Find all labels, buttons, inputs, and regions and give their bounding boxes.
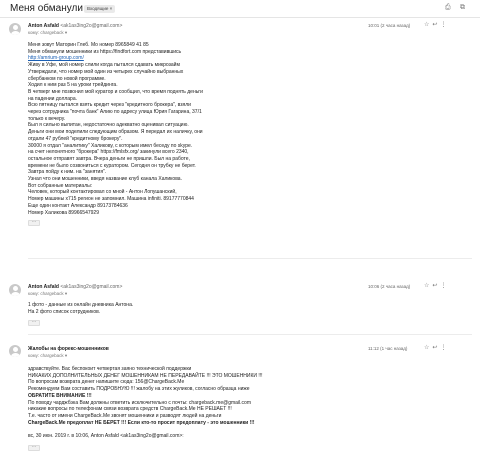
body-line: Был я сильно выпитан, недостаточно адекватно оценивал ситуацию.: [28, 122, 189, 129]
reply-icon[interactable]: ↩: [432, 22, 441, 28]
quoted-header: вс, 30 июн. 2019 г. в 10:06, Anton Asfald <ak1as3ing2o@gmail.com>:: [28, 433, 184, 440]
avatar: [9, 284, 21, 296]
more-options-icon[interactable]: ⋮: [440, 345, 450, 351]
body-line: Еще один контакт Александр 89173784636: [28, 202, 128, 209]
sender[interactable]: [28, 23, 122, 29]
body-line: отдали 47 рублей "кредитному брокеру".: [28, 135, 123, 142]
body-line: через сотрудника "почта банк" Алию по адресу улица Юрия Гагарина, 37/1: [28, 109, 202, 116]
body-line: ОБРАТИТЕ ВНИМАНИЕ !!!: [28, 392, 92, 399]
show-trimmed-content-button[interactable]: ···: [28, 320, 40, 326]
show-trimmed-content-button[interactable]: ···: [28, 445, 40, 451]
message-actions: [424, 22, 449, 30]
body-line: На 2 фото список сотрудников.: [28, 308, 101, 315]
body-line: на счет нелонятного "брокера" https://fmlsfx.org/ закинули всего 2340,: [28, 149, 189, 156]
body-line: Живу в Уфе, мой номер слили когда пытался сдавать микрозайм: [28, 62, 180, 69]
inbox-label-badge[interactable]: Входящие ×: [84, 5, 115, 13]
body-line: [28, 426, 448, 433]
reply-icon[interactable]: ↩: [432, 345, 441, 351]
sender-name: Anton Asfald: [28, 284, 59, 290]
open-in-new-window-icon[interactable]: ⧉: [460, 4, 465, 11]
body-line: Всю пятницу пытался взять кредит через "кредитного брокера", взяли: [28, 102, 191, 109]
body-line: времени не было созвониться с куратором. Сегодня он трубку не берет.: [28, 162, 196, 169]
body-line: Меня зовут Маторин Глеб. Мо номер 8965849 41 85: [28, 42, 149, 48]
avatar: [9, 345, 21, 357]
message-divider: [28, 334, 472, 335]
more-options-icon[interactable]: ⋮: [440, 283, 450, 289]
body-line: 30000 я отдал "аналитику" Халикову, с которым имел беседу по skype.: [28, 142, 193, 149]
sender-name: Anton Asfald: [28, 23, 59, 29]
star-icon[interactable]: ☆: [424, 283, 433, 289]
body-line: 1 фото - данные из онлайн дневника Антона.: [28, 302, 134, 308]
body-line: НИКАКИХ ДОПОЛНИТЕЛЬНЫХ ДЕНЕГ МОШЕННИКАМ НЕ ПЕРЕДАВАЙТЕ !!! ЭТО МОШЕННИКИ !!!: [28, 372, 263, 379]
subject-bar: [0, 0, 480, 18]
body-line: В четверг мне позвонил мой куратор и сообщил, что время поднять деньги: [28, 88, 203, 95]
message-time: 10:01 (2 часа назад): [368, 23, 411, 28]
sender[interactable]: [28, 284, 122, 290]
message-time: 10:06 (2 часа назад): [368, 284, 411, 289]
body-line: Т.е. часто от имени ChargeBack.Me звонят мошенники и разводят людей на деньги: [28, 412, 222, 419]
message-time: 11:12 (1 час назад): [368, 346, 408, 351]
body-line: остальное отправят завтра. Вчера деньги не пришли. Был на работе,: [28, 155, 190, 162]
body-link[interactable]: http://amrium-group.com/: [28, 55, 84, 62]
recipient-line[interactable]: кому: chargeback ▾: [28, 30, 68, 35]
body-line: Деньги они мои поделили следующим образом. Я передал их наличку, они: [28, 129, 203, 136]
body-line: Утверждали, что номер мой один из четырех случайно выбранных: [28, 68, 184, 75]
message-body: [28, 366, 448, 440]
star-icon[interactable]: ☆: [424, 345, 433, 351]
body-line: Узнал что они мошенники, введя название клуб канала Халикова.: [28, 176, 182, 183]
sender-address: <ak1as3ing2o@gmail.com>: [60, 284, 123, 290]
body-line: Номер машины х715 регион не запомнил. Машина infiniti. 89177770844: [28, 196, 194, 203]
body-line: только к вечеру.: [28, 115, 66, 122]
print-icon[interactable]: ⎙: [445, 4, 451, 11]
body-line: Номер Халикова 89966547929: [28, 209, 99, 216]
email-subject: Меня обманули: [10, 3, 83, 14]
body-line: Человек, который контактировал со мной - Антон Лопушанский,: [28, 189, 177, 196]
body-line: По вопросам возврата денег напишите сюда: 156@ChargeBack.Me: [28, 379, 185, 386]
body-line: никакие вопросы по телефонам связи возврата средств ChargeBack.Me НЕ РЕШАЕТ !!!: [28, 406, 232, 413]
message-body: [28, 302, 448, 315]
body-line: По поводу чарджбэка Вам должны ответить исключительно с почты: chargeback.me@gmail.com: [28, 399, 251, 406]
body-line: Завтра пойду к ним. на "занятия".: [28, 169, 107, 176]
sender[interactable]: [28, 346, 109, 352]
show-trimmed-content-button[interactable]: ···: [28, 220, 40, 226]
avatar: [9, 23, 21, 35]
body-line: здравствуйте. Вас беспокоит четвертая заяно технической поддержки: [28, 366, 192, 372]
body-line: Меня обманули мошенники из https://findfort.com представившись: [28, 48, 182, 55]
message-actions: [424, 283, 449, 291]
body-line: Ходил к ним раз 5 на уроки трейдинга.: [28, 82, 118, 89]
sender-name: Жалобы на форекс-мошенников: [28, 346, 109, 352]
body-line: сбербанком по новой программе.: [28, 75, 106, 82]
body-line: Рекомендуем Вам составить ПОДРОБНУЮ !!! жалобу на этих жуликов, согласно образца ниже: [28, 386, 250, 393]
message-divider: [28, 258, 472, 259]
star-icon[interactable]: ☆: [424, 22, 433, 28]
more-options-icon[interactable]: ⋮: [440, 22, 450, 28]
message-actions: [424, 345, 449, 353]
recipient-line[interactable]: кому: chargeback ▾: [28, 353, 68, 358]
sender-address: <ak1as3ing2o@gmail.com>: [60, 23, 123, 29]
message-body: [28, 42, 448, 216]
reply-icon[interactable]: ↩: [432, 283, 441, 289]
body-line: Вот собранные материалы:: [28, 182, 93, 189]
body-line: ChargeBack.Me предоплат НЕ БЕРЕТ !!! Если кто-то просит предоплату - это мошенники !!!: [28, 419, 255, 426]
recipient-line[interactable]: кому: chargeback ▾: [28, 291, 68, 296]
body-line: на падении доллара.: [28, 95, 78, 102]
